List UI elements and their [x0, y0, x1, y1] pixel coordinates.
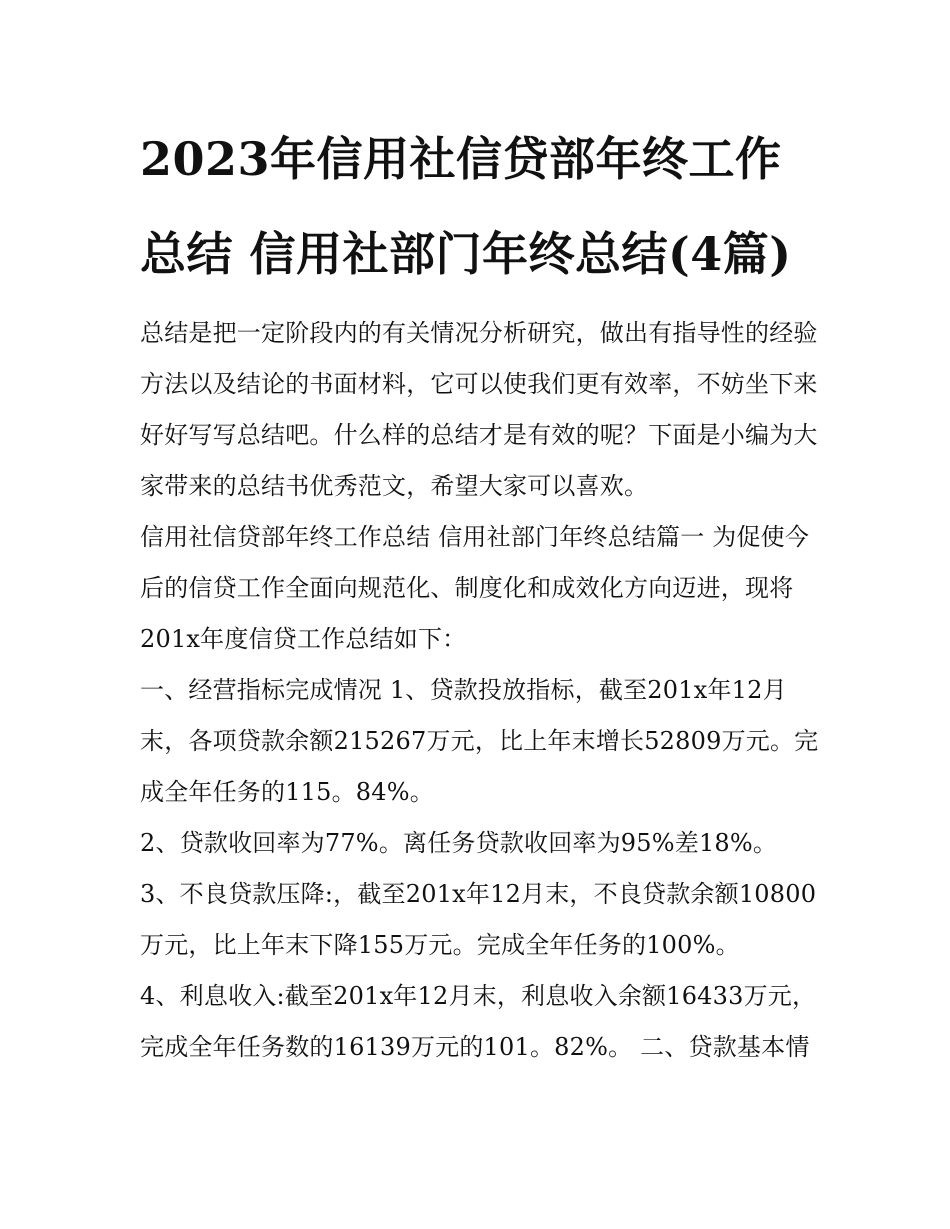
document-title: 2023年信用社信贷部年终工作总结 信用社部门年终总结(4篇): [140, 132, 792, 281]
indicator-paragraph-4: 4、利息收入:截至201x年12月末，利息收入余额16433万元，完成全年任务数的16139万元的101。82%。 二、贷款基本情: [140, 982, 817, 1061]
intro-paragraph: 总结是把一定阶段内的有关情况分析研究，做出有指导性的经验方法以及结论的书面材料，它可以使我们更有效率，不妨坐下来好好写写总结吧。什么样的总结才是有效的呢？下面是小编为大家带来的总结书优秀范文，希望大家可以喜欢。: [140, 319, 818, 500]
indicator-paragraph-1: 一、经营指标完成情况 1、贷款投放指标，截至201x年12月末，各项贷款余额215267万元，比上年末增长52809万元。完成全年任务的115。84%。: [140, 676, 819, 806]
indicator-paragraph-3: 3、不良贷款压降:，截至201x年12月末，不良贷款余额10800万元，比上年末下降155万元。完成全年任务的100%。: [140, 880, 817, 959]
section-intro-paragraph: 信用社信贷部年终工作总结 信用社部门年终总结篇一 为促使今后的信贷工作全面向规范化、制度化和成效化方向迈进，现将201x年度信贷工作总结如下：: [140, 523, 810, 653]
indicator-paragraph-2: 2、贷款收回率为77%。离任务贷款收回率为95%差18%。: [140, 829, 778, 857]
document-body: [140, 308, 820, 1073]
